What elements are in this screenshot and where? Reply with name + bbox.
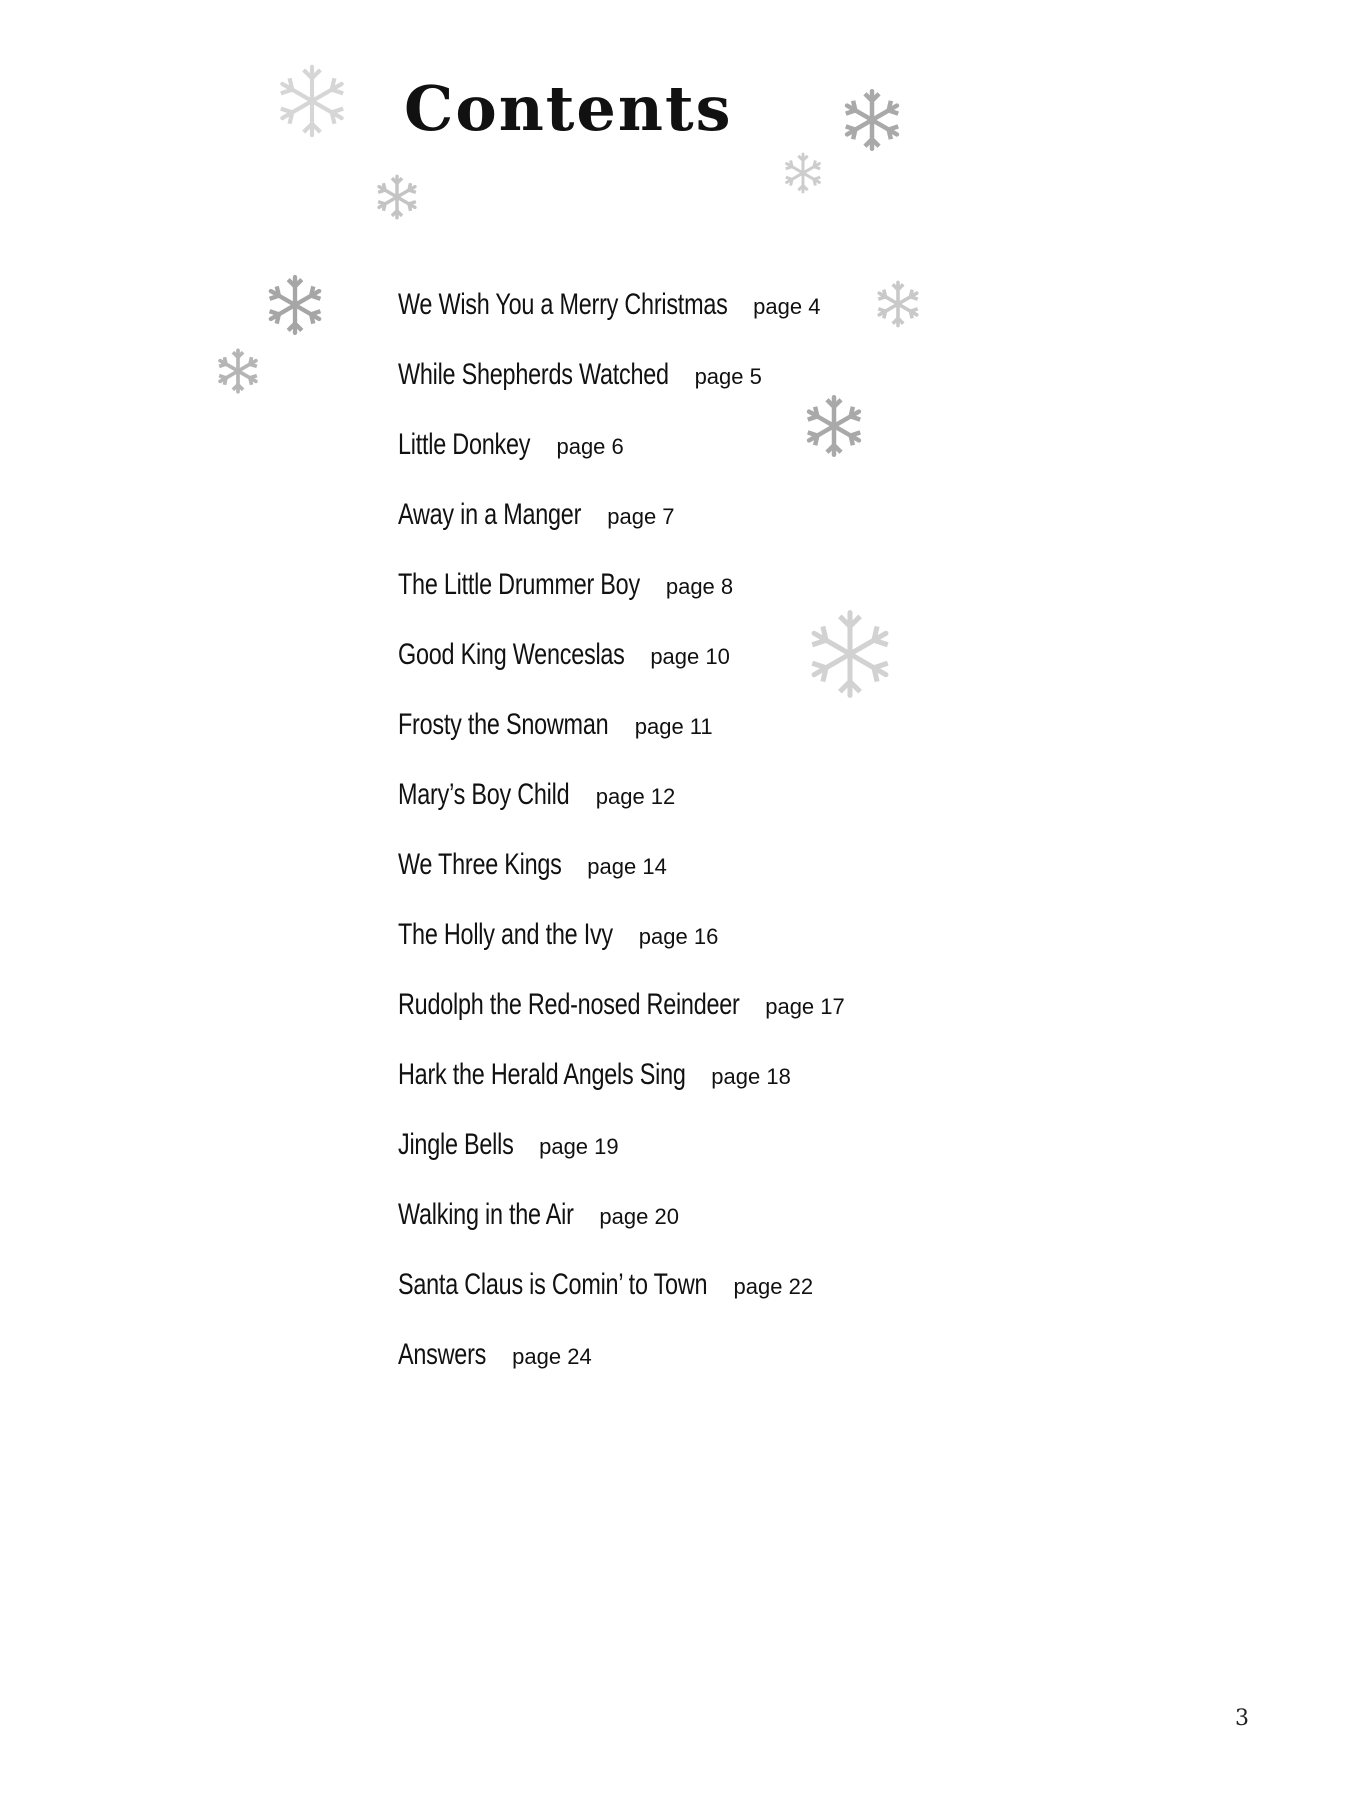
toc-entry-page: page 12: [595, 784, 676, 809]
toc-entry-title: The Little Drummer Boy: [398, 568, 640, 601]
toc-entry[interactable]: [398, 568, 845, 638]
toc-entry-page: page 8: [665, 574, 734, 599]
toc-entry[interactable]: [398, 848, 845, 918]
toc-entry-page: page 14: [587, 854, 667, 879]
toc-entry-title: Santa Claus is Comin’ to Town: [398, 1268, 708, 1301]
toc-entry[interactable]: [398, 918, 845, 988]
toc-entry-page: page 18: [711, 1064, 791, 1089]
toc-entry-page: page 6: [556, 434, 624, 459]
table-of-contents: [398, 288, 845, 1408]
toc-entry-page: page 22: [733, 1274, 814, 1299]
toc-entry-title: Little Donkey: [398, 428, 531, 461]
toc-entry-title: Good King Wenceslas: [398, 638, 625, 671]
toc-entry-title: We Three Kings: [398, 848, 562, 881]
toc-entry-page: page 10: [650, 644, 730, 669]
toc-entry[interactable]: [398, 1338, 845, 1408]
toc-entry[interactable]: [398, 988, 845, 1058]
toc-entry-page: page 11: [634, 714, 713, 739]
toc-entry-title: The Holly and the Ivy: [398, 918, 613, 951]
toc-entry-page: page 17: [765, 994, 845, 1019]
snowflake-icon: [840, 88, 904, 152]
toc-entry-title: Mary’s Boy Child: [398, 778, 570, 811]
toc-entry-page: page 7: [607, 504, 675, 529]
snowflake-icon: [874, 280, 922, 328]
toc-entry-title: While Shepherds Watched: [398, 358, 669, 391]
toc-entry-title: Hark the Herald Angels Sing: [398, 1058, 686, 1091]
toc-entry-page: page 16: [638, 924, 719, 949]
toc-entry-title: Rudolph the Red-nosed Reindeer: [398, 988, 740, 1021]
snowflake-icon: [274, 63, 350, 139]
toc-entry-page: page 20: [599, 1204, 679, 1229]
page-title: Contents: [404, 72, 733, 145]
snowflake-icon: [215, 348, 261, 394]
snowflake-icon: [264, 274, 326, 336]
toc-entry[interactable]: [398, 708, 845, 778]
toc-entry-title: Away in a Manger: [398, 498, 582, 531]
toc-entry-page: page 19: [539, 1134, 619, 1159]
toc-entry-title: Jingle Bells: [398, 1128, 514, 1161]
toc-entry-title: Answers: [398, 1338, 487, 1371]
toc-entry[interactable]: [398, 778, 845, 848]
toc-entry[interactable]: [398, 1128, 845, 1198]
toc-entry[interactable]: [398, 358, 845, 428]
snowflake-icon: [374, 174, 420, 220]
toc-entry[interactable]: [398, 1268, 845, 1338]
toc-entry-title: Walking in the Air: [398, 1198, 574, 1231]
toc-entry[interactable]: [398, 288, 845, 358]
toc-entry[interactable]: [398, 638, 845, 708]
toc-entry-page: page 4: [753, 294, 821, 319]
toc-entry[interactable]: [398, 1058, 845, 1128]
toc-entry-page: page 5: [694, 364, 762, 389]
toc-entry[interactable]: [398, 1198, 845, 1268]
page-number: 3: [1235, 1706, 1249, 1731]
toc-entry[interactable]: [398, 428, 845, 498]
toc-entry[interactable]: [398, 498, 845, 568]
toc-entry-page: page 24: [512, 1344, 592, 1369]
snowflake-icon: [782, 152, 824, 194]
toc-entry-title: Frosty the Snowman: [398, 708, 609, 741]
toc-entry-title: We Wish You a Merry Christmas: [398, 288, 728, 321]
